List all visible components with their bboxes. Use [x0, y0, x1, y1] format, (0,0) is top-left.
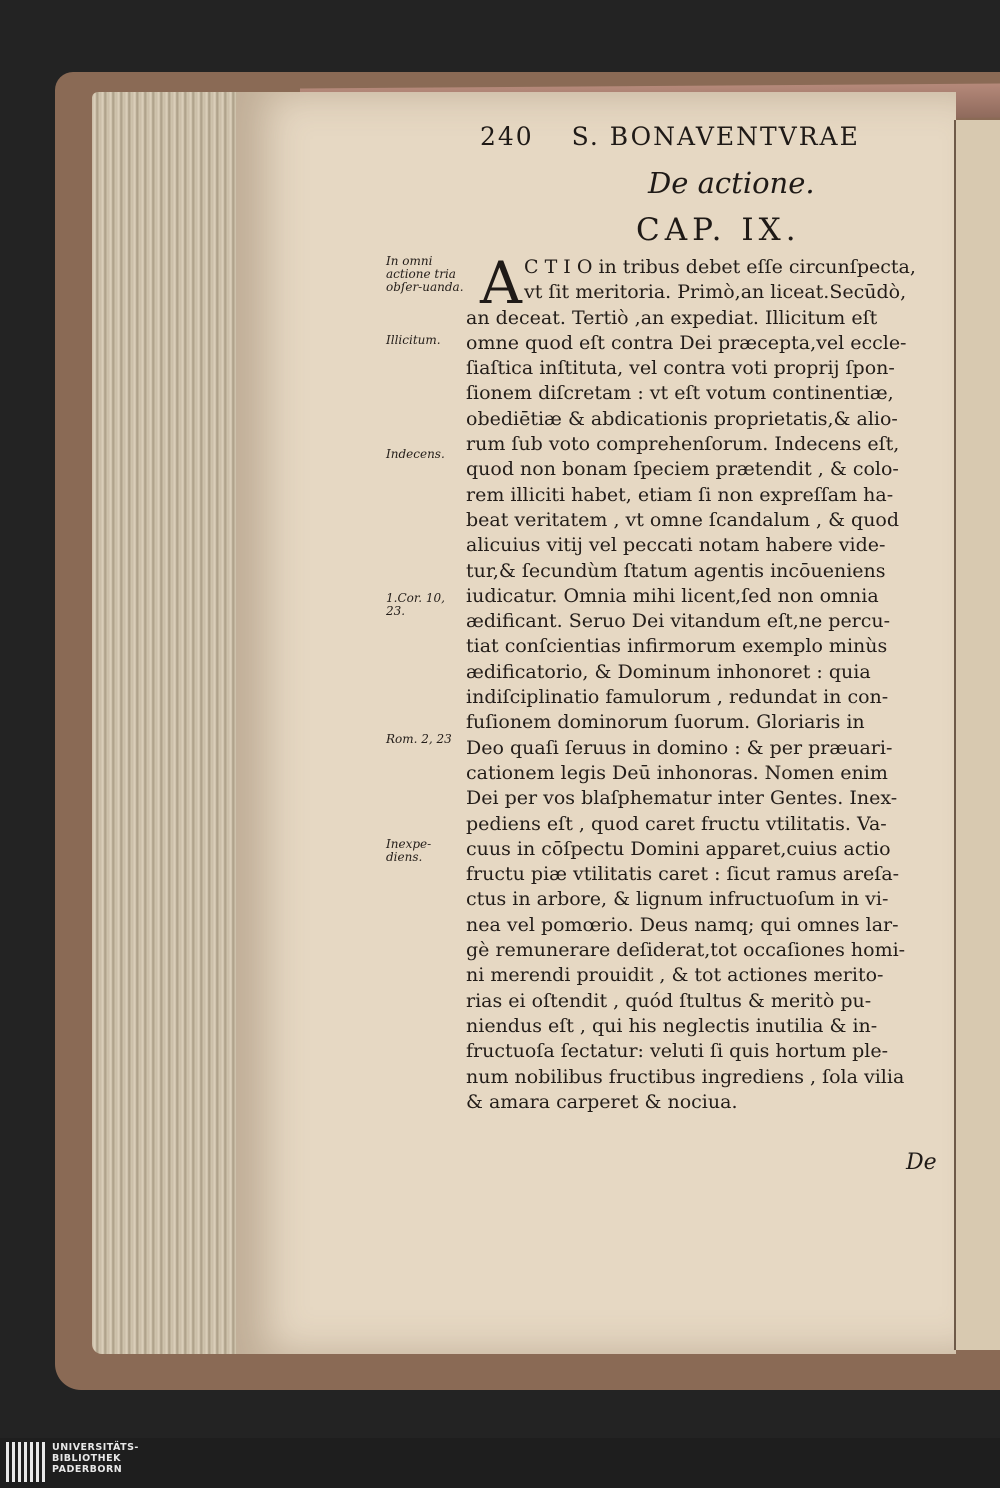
text-line: Deo quaſi ſeruus in domino : & per præuari- [466, 736, 893, 759]
text-line: cuus in cōſpectu Domini apparet,cuius actio [466, 837, 891, 860]
text-line: vt ſit meritoria. Primò,an liceat.Secūdò, [524, 281, 907, 304]
text-line: num nobilibus fructibus ingrediens , ſola vilia [466, 1065, 905, 1088]
text-line: tur,& ſecundùm ſtatum agentis incōueniens [466, 559, 886, 582]
text-line: ſionem diſcretam : vt eſt votum continentiæ, [466, 382, 894, 405]
margin-note: Inexpe-diens. [386, 837, 432, 864]
text-line: nea vel pomœrio. Deus namq; qui omnes lar- [466, 913, 899, 936]
text-line: gè remunerare deſiderat,tot occaſiones homi- [466, 939, 906, 962]
text-line: iudicatur. Omnia mihi licent,ſed non omnia [466, 584, 879, 607]
library-logo-icon [6, 1442, 46, 1482]
drop-initial: A [480, 249, 522, 317]
text-line: niendus eſt , qui his neglectis inutilia & in- [466, 1014, 878, 1037]
text-line: ſiaſtica inſtituta, vel contra voti proprij ſpon- [466, 357, 895, 380]
text-line: indiſciplinatio famulorum , redundat in con- [466, 686, 889, 709]
running-header [480, 122, 860, 151]
text-line: rum ſub voto comprehenſorum. Indecens eſt, [466, 433, 900, 456]
text-line: cationem legis Deū inhonoras. Nomen enim [466, 761, 888, 784]
text-line: fuſionem dominorum ſuorum. Gloriaris in [466, 711, 865, 734]
text-line: C T I O in tribus debet eſſe circunſpecta, [524, 256, 916, 278]
body-text [466, 249, 956, 1115]
page-number: 240 [480, 122, 534, 151]
footer-bar [0, 1438, 1000, 1488]
text-line: an deceat. Tertiò ,an expediat. Illicitum eſt [466, 306, 878, 329]
text-line: Dei per vos blaſphematur inter Gentes. Inex- [466, 787, 898, 810]
text-line: rias ei oſtendit , quód ſtultus & meritò pu- [466, 989, 872, 1012]
text-line: & amara carperet & nociua. [466, 1090, 738, 1113]
text-line: beat veritatem , vt omne ſcandalum , & quod [466, 508, 900, 531]
text-line: tiat conſcientias infirmorum exemplo minùs [466, 635, 888, 658]
running-title: S. BONAVENTVRAE [571, 122, 860, 151]
margin-note: 1.Cor. 10, 23. [386, 591, 445, 618]
text-line: obediētiæ & abdicationis proprietatis,& alio- [466, 407, 898, 430]
text-line: ædificant. Seruo Dei vitandum eſt,ne percu- [466, 610, 891, 633]
text-line: omne quod eſt contra Dei præcepta,vel eccle- [466, 331, 907, 354]
margin-note: Indecens. [386, 447, 445, 461]
text-line: alicuius vitij vel peccati notam habere vide- [466, 534, 886, 557]
margin-note: Rom. 2, 23 [386, 732, 452, 746]
text-line: rem illiciti habet, etiam ſi non expreſſam ha- [466, 483, 894, 506]
chapter-title: CAP. IX. [636, 212, 801, 248]
text-line: ni merendi prouidit , & tot actiones merito- [466, 964, 884, 987]
margin-note: In omni actione tria obſer-uanda. [386, 254, 464, 294]
text-line: pediens eſt , quod caret fructu vtilitatis. Va- [466, 812, 887, 835]
margin-note: Illicitum. [386, 333, 441, 347]
text-line: ædificatorio, & Dominum inhonoret : quia [466, 660, 871, 683]
text-line: fructu piæ vtilitatis caret : ſicut ramus areſa- [466, 863, 900, 886]
text-line: fructuoſa ſectatur: veluti ſi quis hortum ple- [466, 1040, 889, 1063]
library-logo-text: UNIVERSITÄTS- BIBLIOTHEK PADERBORN [52, 1442, 139, 1475]
facing-page-edge [954, 120, 1000, 1350]
text-line: ctus in arbore, & lignum infructuoſum in vi- [466, 888, 889, 911]
text-line: quod non bonam ſpeciem prætendit , & colo- [466, 458, 899, 481]
catchword: De [906, 1150, 937, 1175]
section-title: De actione. [648, 166, 815, 200]
